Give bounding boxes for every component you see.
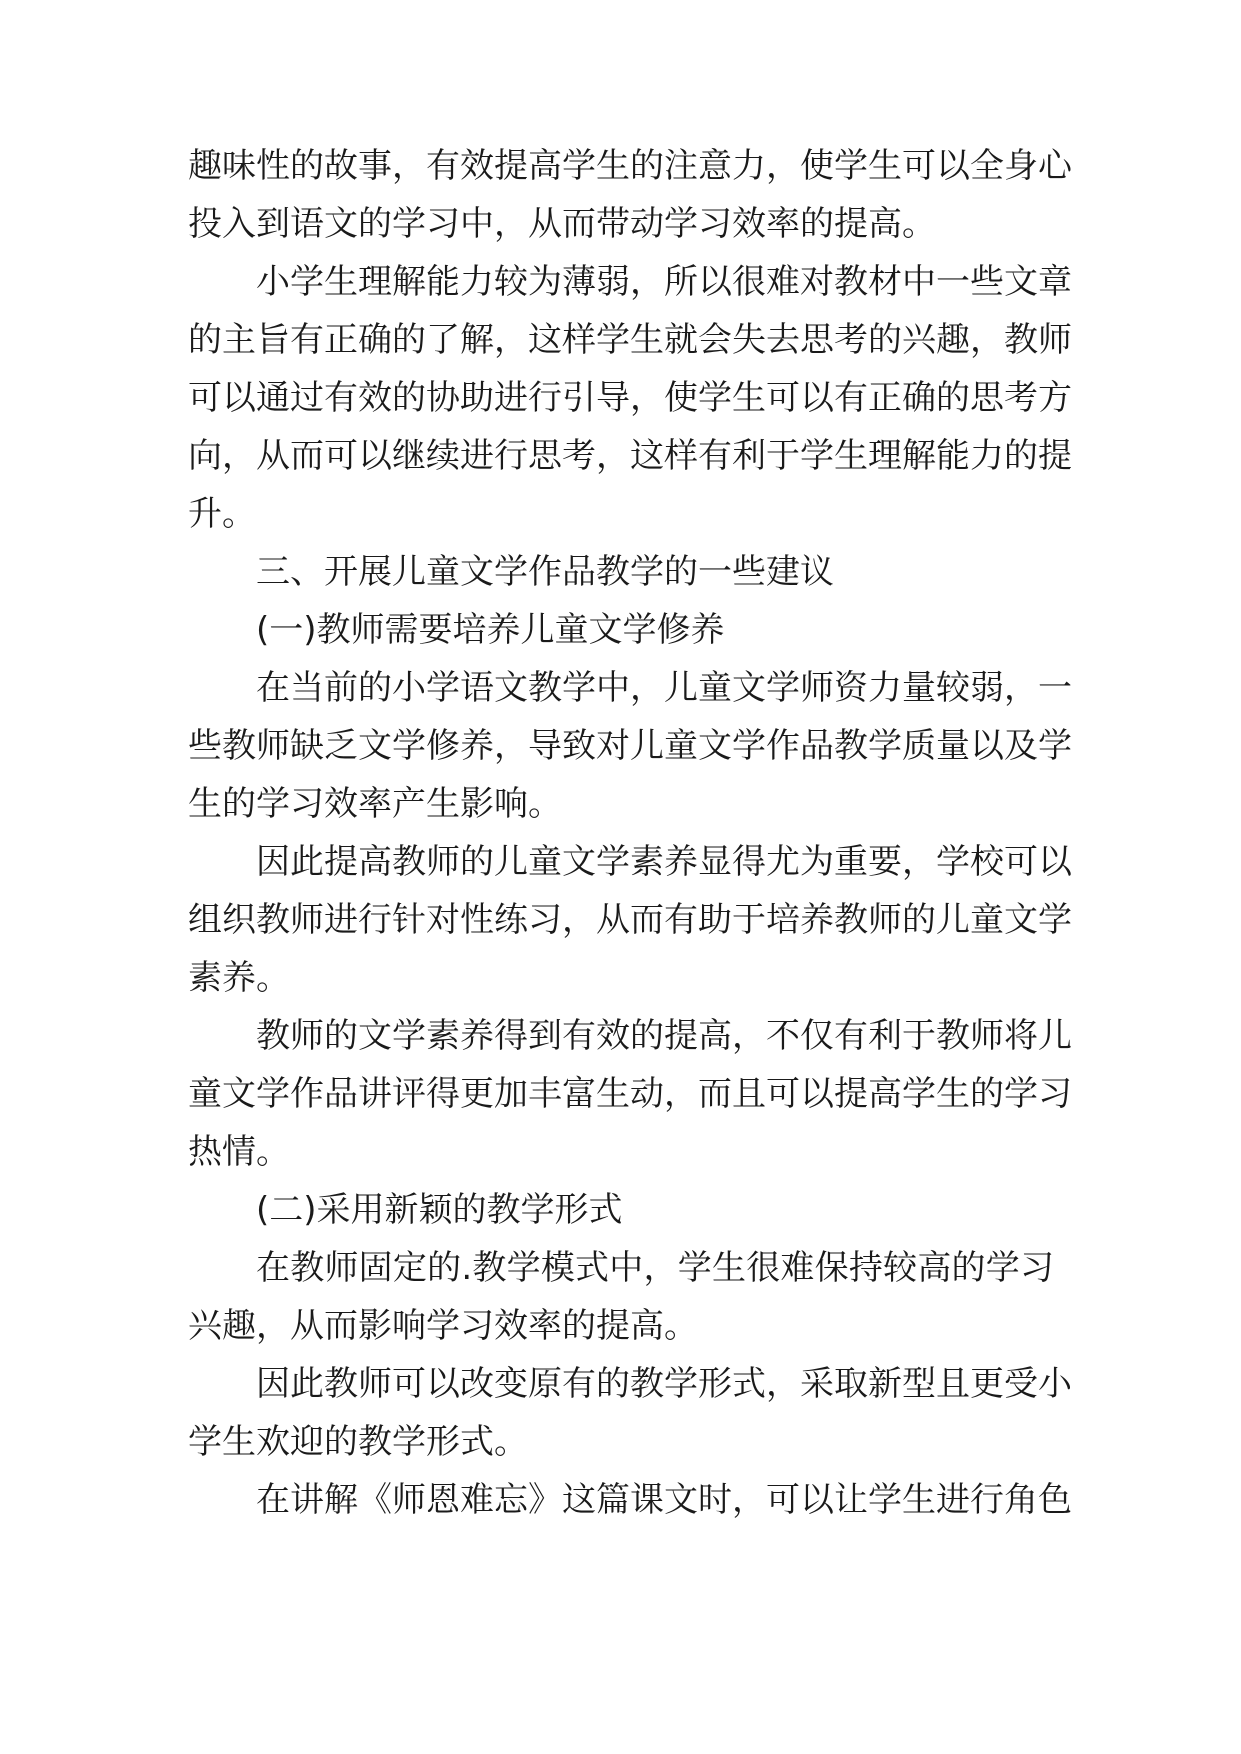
text-line: 热情。 [188, 1132, 290, 1172]
text-line: 的主旨有正确的了解，这样学生就会失去思考的兴趣，教师 [188, 320, 1072, 360]
paragraph-first-line: 因此教师可以改变原有的教学形式，采取新型且更受小 [256, 1364, 1072, 1404]
text-line: 向，从而可以继续进行思考，这样有利于学生理解能力的提 [188, 436, 1072, 476]
section-heading: 三、开展儿童文学作品教学的一些建议 [256, 552, 834, 592]
paragraph-first-line: 小学生理解能力较为薄弱，所以很难对教材中一些文章 [256, 262, 1072, 302]
text-line: 生的学习效率产生影响。 [188, 784, 562, 824]
paragraph-first-line: 因此提高教师的儿童文学素养显得尤为重要，学校可以 [256, 842, 1072, 882]
text-line: 童文学作品讲评得更加丰富生动，而且可以提高学生的学习 [188, 1074, 1072, 1114]
paragraph-first-line: 教师的文学素养得到有效的提高，不仅有利于教师将儿 [256, 1016, 1072, 1056]
text-line: 可以通过有效的协助进行引导，使学生可以有正确的思考方 [188, 378, 1072, 418]
paragraph-first-line: 在讲解《师恩难忘》这篇课文时，可以让学生进行角色 [256, 1480, 1072, 1520]
text-line: 升。 [188, 494, 256, 534]
paragraph-first-line: 在当前的小学语文教学中，儿童文学师资力量较弱，一 [256, 668, 1072, 708]
subsection-heading: (一)教师需要培养儿童文学修养 [256, 610, 725, 650]
paragraph-first-line: 在教师固定的.教学模式中，学生很难保持较高的学习 [256, 1248, 1054, 1288]
text-line: 投入到语文的学习中，从而带动学习效率的提高。 [188, 204, 936, 244]
text-line: 素养。 [188, 958, 290, 998]
text-line: 学生欢迎的教学形式。 [188, 1422, 528, 1462]
text-line: 些教师缺乏文学修养，导致对儿童文学作品教学质量以及学 [188, 726, 1072, 766]
text-line: 趣味性的故事，有效提高学生的注意力，使学生可以全身心 [188, 146, 1072, 186]
text-line: 组织教师进行针对性练习，从而有助于培养教师的儿童文学 [188, 900, 1072, 940]
text-line: 兴趣，从而影响学习效率的提高。 [188, 1306, 698, 1346]
subsection-heading: (二)采用新颖的教学形式 [256, 1190, 623, 1230]
